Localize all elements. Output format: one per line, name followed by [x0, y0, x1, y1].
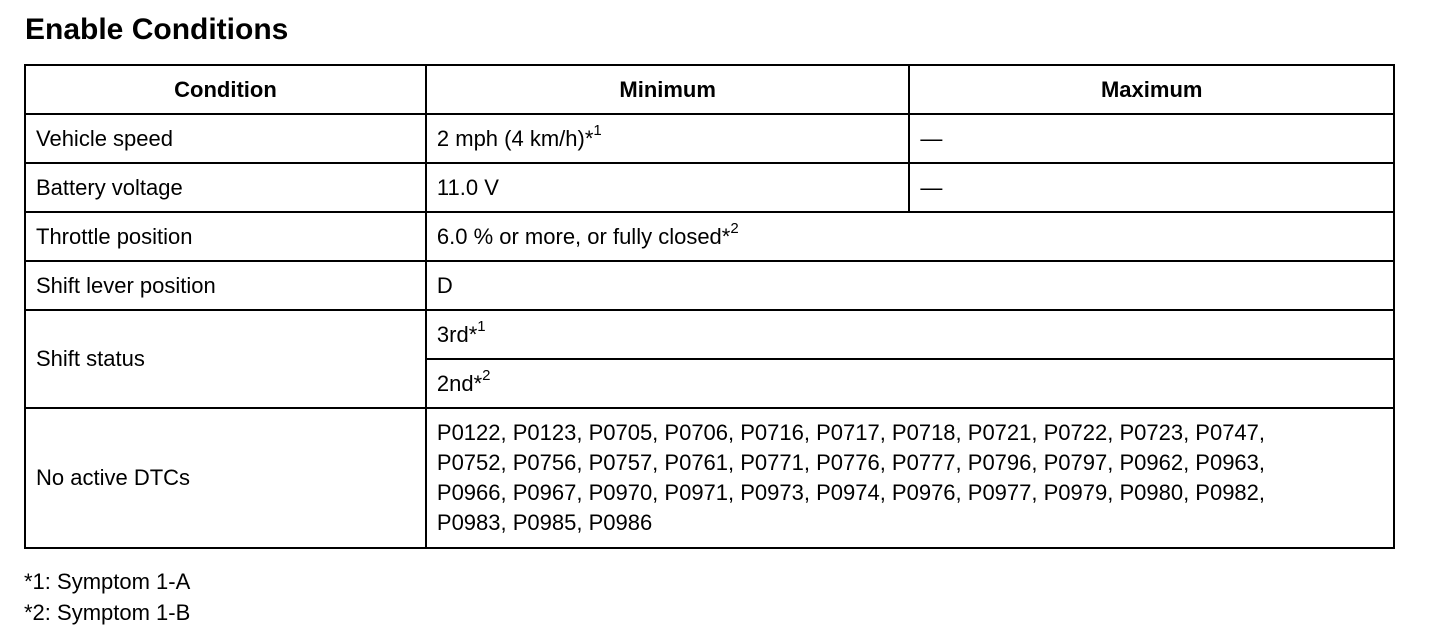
table-header-row [25, 65, 1394, 114]
minimum-value: 2 mph (4 km/h)* [436, 125, 594, 151]
footnote-marker: 2 [482, 366, 491, 384]
footnote-marker: 1 [593, 121, 602, 139]
value-text: 6.0 % or more, or fully closed* [436, 223, 731, 249]
dtc-list-cell [426, 408, 1394, 548]
maximum-cell: — [909, 114, 1394, 163]
condition-cell: Shift status [25, 310, 426, 408]
condition-cell: No active DTCs [25, 408, 426, 548]
footnote-1: *1: Symptom 1-A [24, 569, 191, 594]
value-cell [426, 310, 1394, 359]
column-header-maximum: Maximum [909, 65, 1394, 114]
value-cell [426, 212, 1394, 261]
condition-cell: Vehicle speed [25, 114, 426, 163]
table-row-vehicle-speed [25, 114, 1394, 163]
table-row-no-active-dtcs [25, 408, 1394, 548]
footnote-2: *2: Symptom 1-B [24, 600, 191, 625]
table-row-battery-voltage [25, 163, 1394, 212]
table-row-shift-status-3rd [25, 310, 1394, 359]
table-row-shift-lever-position [25, 261, 1394, 310]
condition-cell: Shift lever position [25, 261, 426, 310]
condition-cell: Throttle position [25, 212, 426, 261]
footnote-marker: 2 [730, 219, 739, 237]
value-cell: D [426, 261, 1394, 310]
table-row-throttle-position [25, 212, 1394, 261]
enable-conditions-table [24, 64, 1395, 549]
footnote-marker: 1 [477, 317, 486, 335]
column-header-condition: Condition [25, 65, 426, 114]
condition-cell: Battery voltage [25, 163, 426, 212]
maximum-cell: — [909, 163, 1394, 212]
minimum-cell: 11.0 V [426, 163, 910, 212]
page-title: Enable Conditions [25, 13, 289, 46]
dtc-line: P0122, P0123, P0705, P0706, P0716, P0717, P0718, P0721, P0722, P0723, P0747, [436, 420, 1266, 445]
minimum-cell [426, 114, 910, 163]
dtc-line: P0752, P0756, P0757, P0761, P0771, P0776, P0777, P0796, P0797, P0962, P0963, [436, 450, 1266, 475]
dtc-line: P0983, P0985, P0986 [436, 510, 653, 535]
dtc-line: P0966, P0967, P0970, P0971, P0973, P0974, P0976, P0977, P0979, P0980, P0982, [436, 480, 1266, 505]
footnotes [24, 566, 190, 628]
value-cell [426, 359, 1394, 408]
value-text: 3rd* [436, 321, 478, 347]
value-text: 2nd* [436, 370, 483, 396]
column-header-minimum: Minimum [426, 65, 910, 114]
